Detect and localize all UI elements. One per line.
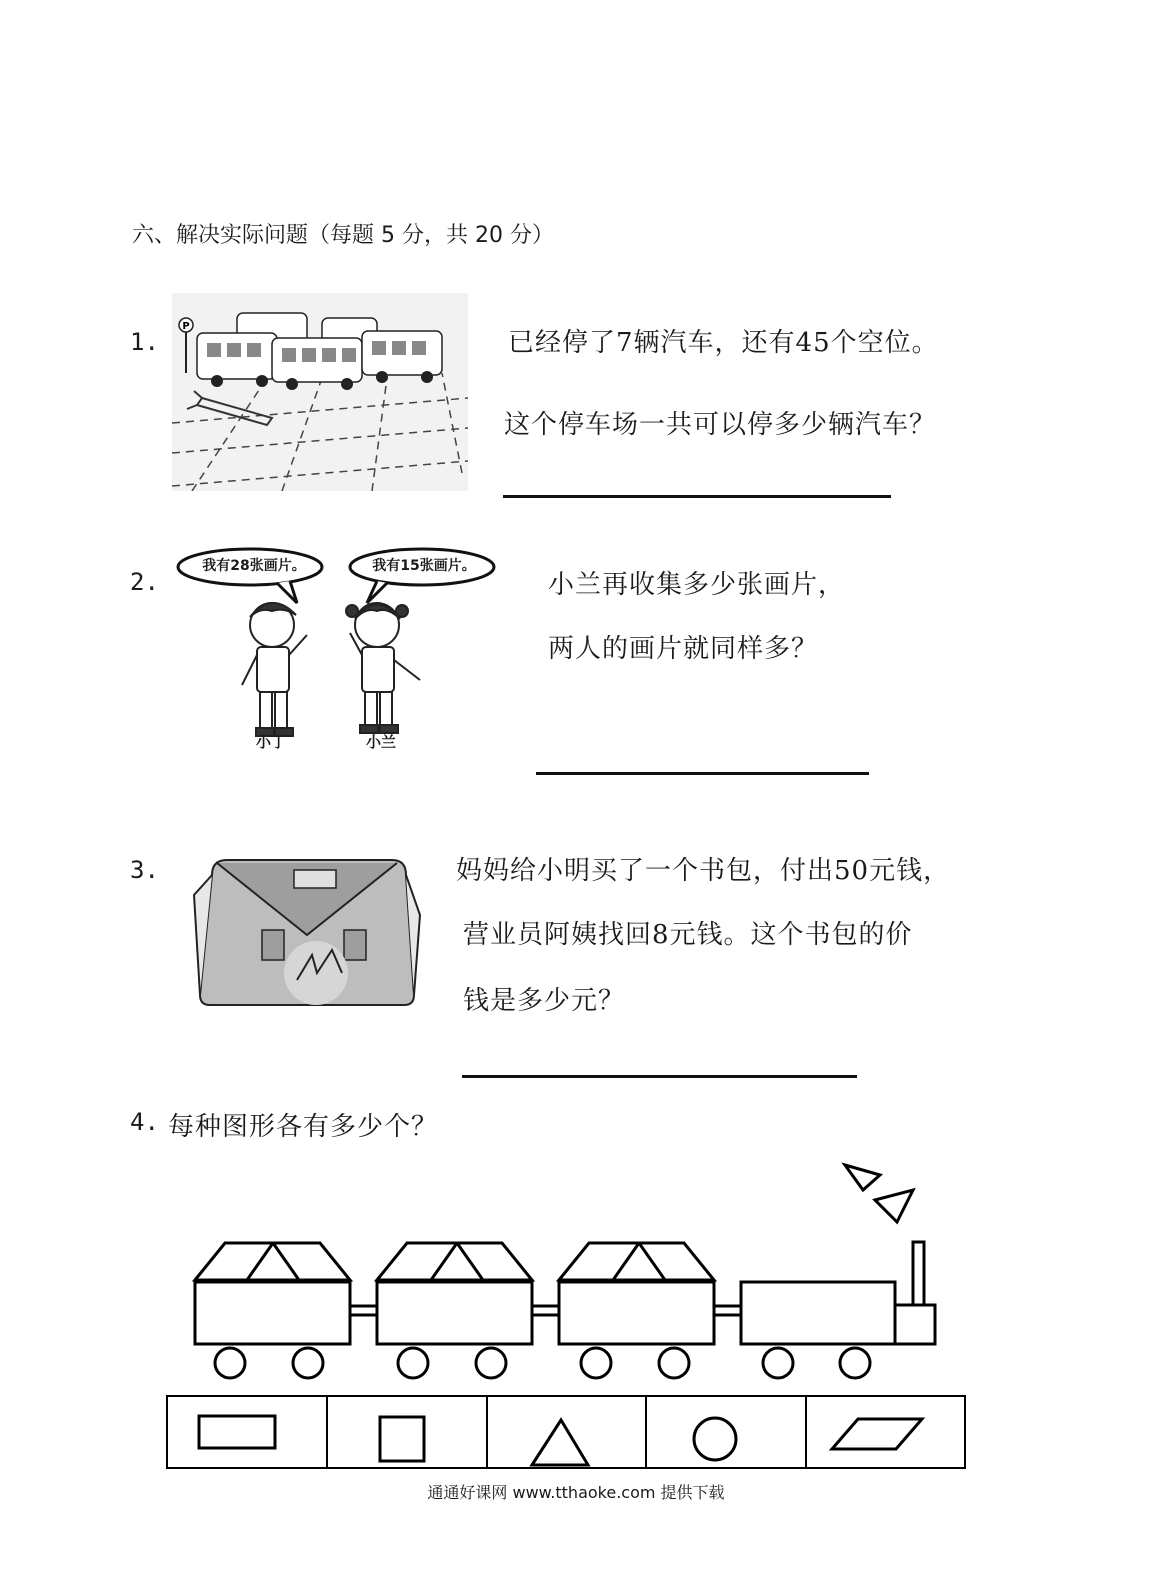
smoke-triangle <box>845 1165 880 1190</box>
shape-train-illustration <box>185 1160 945 1390</box>
name-label-xiaolan: 小兰 <box>366 733 397 751</box>
question-3-number: 3. <box>130 856 159 884</box>
question-3-line-3: 钱是多少元？ <box>463 986 626 1016</box>
question-2-answer-line[interactable] <box>536 772 869 775</box>
section-title: 六、解决实际问题（每题 5 分，共 20 分） <box>132 223 554 248</box>
triangle-icon <box>532 1420 588 1465</box>
speech-bubble-xiaolan: 我有15张画片。 <box>372 558 476 574</box>
svg-text:P: P <box>182 321 190 332</box>
smoke-triangle <box>875 1190 913 1222</box>
question-3-line-1: 妈妈给小明买了一个书包，付出50元钱， <box>456 856 951 886</box>
question-2-line-1: 小兰再收集多少张画片， <box>548 570 846 600</box>
two-children-illustration <box>172 545 524 750</box>
name-label-xiaoding: 小丁 <box>256 733 287 751</box>
parking-lot-illustration <box>172 293 468 491</box>
question-3-answer-line[interactable] <box>462 1075 857 1078</box>
question-2-line-2: 两人的画片就同样多？ <box>548 634 819 664</box>
question-1-line-1: 已经停了7辆汽车，还有45个空位。 <box>508 328 939 358</box>
circle-icon <box>694 1418 736 1460</box>
school-bag-illustration <box>192 855 422 1013</box>
question-1-answer-line[interactable] <box>503 495 891 498</box>
question-4-line-1: 每种图形各有多少个？ <box>168 1112 439 1142</box>
speech-bubble-xiaoding: 我有28张画片。 <box>202 558 306 574</box>
parallelogram-icon <box>832 1419 922 1449</box>
question-3-line-2: 营业员阿姨找回8元钱。这个书包的价 <box>463 920 913 950</box>
question-2-number: 2. <box>130 568 159 596</box>
question-1-line-2: 这个停车场一共可以停多少辆汽车？ <box>504 410 937 440</box>
square-icon <box>380 1417 424 1461</box>
shape-count-table[interactable] <box>166 1395 966 1469</box>
rectangle-icon <box>199 1416 275 1448</box>
footer-source: 通通好课网 www.tthaoke.com 提供下载 <box>427 1483 725 1502</box>
question-1-number: 1. <box>130 328 159 356</box>
question-4-number: 4. <box>130 1108 159 1136</box>
